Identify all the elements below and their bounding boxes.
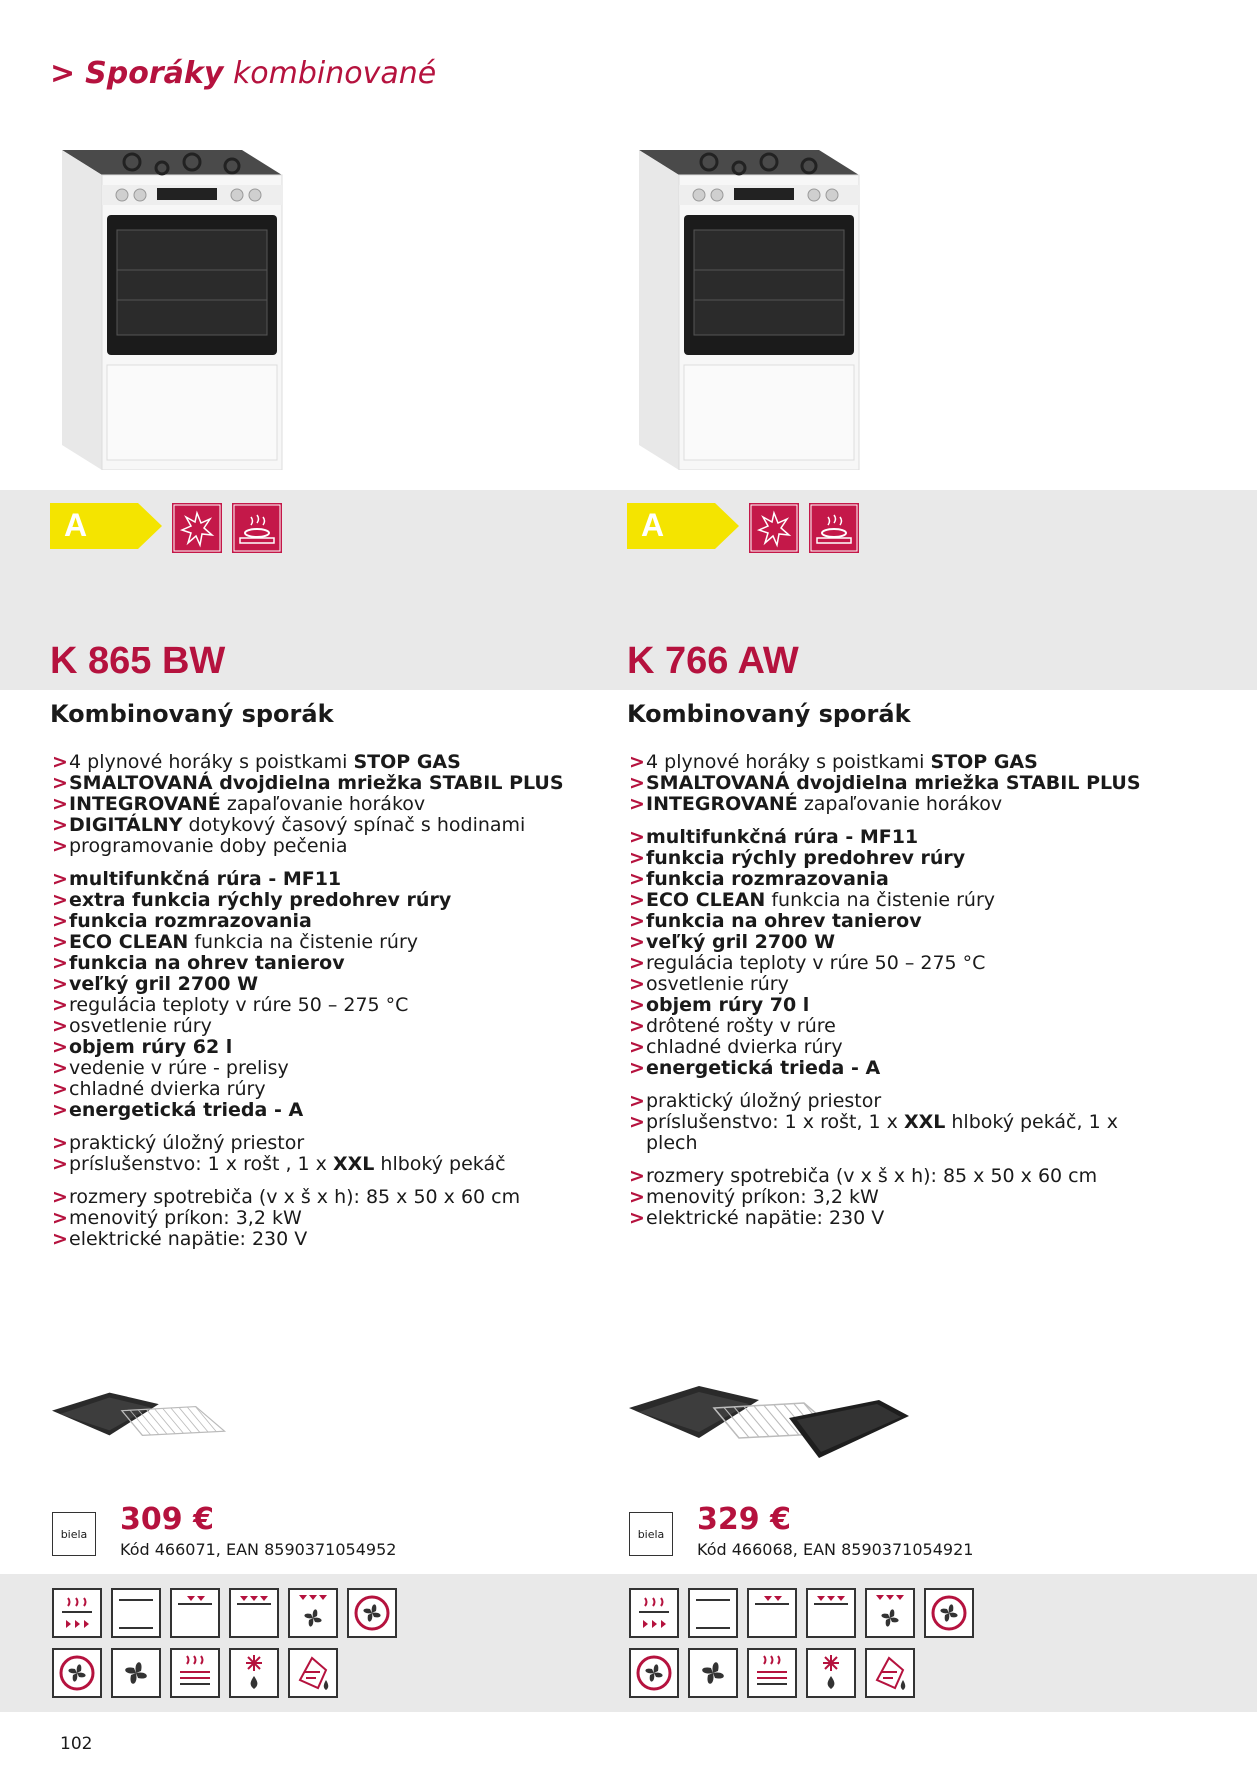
feature-bold: ECO CLEAN: [646, 889, 766, 911]
function-icons: [52, 1588, 412, 1708]
plate-warming-icon: [747, 1648, 797, 1698]
feature-text: elektrické napätie: 230 V: [646, 1207, 885, 1229]
icon-row: [629, 1648, 989, 1698]
accessories-photo: [52, 1378, 282, 1468]
feature-text: dotykový časový spínač s hodinami: [182, 814, 526, 836]
feature-item: [52, 890, 572, 911]
product-subtitle: Kombinovaný sporák: [627, 700, 911, 728]
feature-item: [629, 1016, 1149, 1037]
feature-text: osvetlenie rúry: [646, 973, 789, 995]
eco-clean-icon: [288, 1648, 338, 1698]
accessories-photo: [629, 1378, 909, 1468]
feature-item: [629, 827, 1149, 848]
energy-class-label: A: [641, 507, 665, 543]
feature-text: programovanie doby pečenia: [69, 835, 348, 857]
top-heat-icon: [747, 1588, 797, 1638]
feature-text: chladné dvierka rúry: [646, 1036, 843, 1058]
color-variant: biela: [52, 1512, 96, 1556]
feature-text: regulácia teploty v rúre 50 – 275 °C: [69, 994, 409, 1016]
feature-group: [629, 1091, 1149, 1154]
fan-icon: [688, 1648, 738, 1698]
feature-item: [52, 794, 572, 815]
feature-item: [52, 1058, 572, 1079]
feature-item: [629, 869, 1149, 890]
heading-bold: Sporáky: [85, 56, 224, 91]
feature-item: [629, 848, 1149, 869]
burner-icon: [809, 503, 859, 553]
hot-air-icon: [347, 1588, 397, 1638]
feature-item: [629, 890, 1149, 911]
fan-grill-icon: [288, 1588, 338, 1638]
icon-row: [629, 1588, 989, 1638]
feature-item: [52, 1229, 572, 1250]
feature-item: [52, 953, 572, 974]
feature-bold: funkcia rozmrazovania: [646, 868, 889, 890]
top-bottom-heat-icon: [52, 1588, 102, 1638]
feature-bold: multifunkčná rúra - MF11: [646, 826, 919, 848]
heading-light: kombinované: [232, 56, 437, 91]
fan-ring-icon: [629, 1648, 679, 1698]
bottom-heat-icon: [111, 1588, 161, 1638]
feature-item: [629, 995, 1149, 1016]
feature-bold: ECO CLEAN: [69, 931, 189, 953]
feature-bold: funkcia rýchly predohrev rúry: [646, 847, 966, 869]
price: 309 €: [120, 1502, 214, 1537]
feature-group: [629, 1166, 1149, 1229]
feature-item: [52, 995, 572, 1016]
price: 329 €: [697, 1502, 791, 1537]
feature-item: [52, 1208, 572, 1229]
feature-bold: INTEGROVANÉ: [69, 793, 221, 815]
feature-bold: objem rúry 70 l: [646, 994, 810, 1016]
top-heat-icon: [170, 1588, 220, 1638]
burner-icon: [232, 503, 282, 553]
page-number: 102: [60, 1734, 93, 1754]
feature-bold: objem rúry 62 l: [69, 1036, 233, 1058]
feature-item: [52, 932, 572, 953]
feature-item: [52, 1133, 572, 1154]
feature-bold: energetická trieda - A: [69, 1099, 304, 1121]
feature-item: [52, 911, 572, 932]
feature-text: vedenie v rúre - prelisy: [69, 1057, 289, 1079]
grill-icon: [229, 1588, 279, 1638]
feature-bold: STOP GAS: [353, 751, 461, 773]
feature-text: hlboký pekáč, 1 x plech: [646, 1111, 1118, 1154]
feature-bold: SMALTOVANÁ dvojdielna mriežka STABIL PLUS: [646, 772, 1141, 794]
feature-item: [629, 1166, 1149, 1187]
feature-item: [629, 1112, 1149, 1154]
product-model: K 865 BW: [50, 640, 226, 682]
feature-item: [52, 1037, 572, 1058]
feature-item: [629, 932, 1149, 953]
feature-item: [52, 1187, 572, 1208]
feature-item: [629, 974, 1149, 995]
feature-text: 4 plynové horáky s poistkami: [646, 751, 931, 773]
feature-text: menovitý príkon: 3,2 kW: [69, 1207, 302, 1229]
feature-bold: SMALTOVANÁ dvojdielna mriežka STABIL PLUS: [69, 772, 564, 794]
fan-grill-icon: [865, 1588, 915, 1638]
feature-group: [629, 752, 1149, 815]
feature-item: [52, 752, 572, 773]
stop-gas-icon: [749, 503, 799, 553]
feature-group: [52, 1133, 572, 1175]
feature-text: príslušenstvo: 1 x rošt , 1 x: [69, 1153, 333, 1175]
feature-text: praktický úložný priestor: [646, 1090, 882, 1112]
feature-bold: funkcia rozmrazovania: [69, 910, 312, 932]
feature-item: [629, 752, 1149, 773]
feature-text: funkcia na čistenie rúry: [765, 889, 995, 911]
fan-icon: [111, 1648, 161, 1698]
feature-group: [52, 752, 572, 857]
stove-photo: [52, 130, 292, 470]
feature-bold: funkcia na ohrev tanierov: [69, 952, 345, 974]
feature-item: [52, 773, 572, 794]
feature-item: [629, 1037, 1149, 1058]
stop-gas-icon: [172, 503, 222, 553]
product-model: K 766 AW: [627, 640, 799, 682]
defrost-icon: [229, 1648, 279, 1698]
feature-bold: funkcia na ohrev tanierov: [646, 910, 922, 932]
feature-text: osvetlenie rúry: [69, 1015, 212, 1037]
feature-item: [52, 836, 572, 857]
feature-item: [52, 974, 572, 995]
icon-row: [52, 1648, 412, 1698]
feature-text: funkcia na čistenie rúry: [188, 931, 418, 953]
feature-bold: STOP GAS: [930, 751, 1038, 773]
feature-text: elektrické napätie: 230 V: [69, 1228, 308, 1250]
chevron-right-icon: >: [50, 56, 76, 91]
feature-bold: XXL: [332, 1153, 375, 1175]
feature-item: [629, 794, 1149, 815]
hot-air-icon: [924, 1588, 974, 1638]
feature-item: [629, 1208, 1149, 1229]
product-code: Kód 466071, EAN 8590371054952: [120, 1540, 397, 1559]
fan-ring-icon: [52, 1648, 102, 1698]
feature-text: hlboký pekáč: [374, 1153, 506, 1175]
feature-item: [629, 1091, 1149, 1112]
feature-group: [52, 1187, 572, 1250]
feature-text: rozmery spotrebiča (v x š x h): 85 x 50 x 60 cm: [646, 1165, 1098, 1187]
product-code: Kód 466068, EAN 8590371054921: [697, 1540, 974, 1559]
feature-item: [52, 1016, 572, 1037]
feature-text: praktický úložný priestor: [69, 1132, 305, 1154]
feature-bold: veľký gril 2700 W: [646, 931, 836, 953]
feature-item: [52, 1154, 572, 1175]
feature-bold: extra funkcia rýchly predohrev rúry: [69, 889, 452, 911]
feature-item: [52, 1100, 572, 1121]
feature-list: [52, 752, 572, 1262]
feature-item: [629, 953, 1149, 974]
function-icons: [629, 1588, 989, 1708]
feature-text: príslušenstvo: 1 x rošt, 1 x: [646, 1111, 904, 1133]
energy-class-label: A: [64, 507, 88, 543]
feature-bold: XXL: [903, 1111, 946, 1133]
color-variant: biela: [629, 1512, 673, 1556]
page-heading: [50, 56, 436, 91]
feature-item: [629, 773, 1149, 794]
feature-text: chladné dvierka rúry: [69, 1078, 266, 1100]
feature-item: [629, 1058, 1149, 1079]
feature-text: menovitý príkon: 3,2 kW: [646, 1186, 879, 1208]
plate-warming-icon: [170, 1648, 220, 1698]
feature-item: [629, 1187, 1149, 1208]
top-bottom-heat-icon: [629, 1588, 679, 1638]
feature-group: [52, 869, 572, 1121]
feature-list: [629, 752, 1149, 1241]
icon-row: [52, 1588, 412, 1638]
grill-icon: [806, 1588, 856, 1638]
feature-item: [52, 1079, 572, 1100]
feature-group: [629, 827, 1149, 1079]
feature-item: [52, 869, 572, 890]
feature-text: regulácia teploty v rúre 50 – 275 °C: [646, 952, 986, 974]
feature-text: zapaľovanie horákov: [797, 793, 1003, 815]
eco-clean-icon: [865, 1648, 915, 1698]
bottom-heat-icon: [688, 1588, 738, 1638]
defrost-icon: [806, 1648, 856, 1698]
feature-bold: DIGITÁLNY: [69, 814, 183, 836]
feature-text: 4 plynové horáky s poistkami: [69, 751, 354, 773]
feature-text: drôtené rošty v rúre: [646, 1015, 836, 1037]
feature-bold: INTEGROVANÉ: [646, 793, 798, 815]
feature-bold: energetická trieda - A: [646, 1057, 881, 1079]
feature-bold: multifunkčná rúra - MF11: [69, 868, 342, 890]
feature-text: rozmery spotrebiča (v x š x h): 85 x 50 x 60 cm: [69, 1186, 521, 1208]
feature-item: [629, 911, 1149, 932]
feature-text: zapaľovanie horákov: [220, 793, 426, 815]
stove-photo: [629, 130, 869, 470]
product-subtitle: Kombinovaný sporák: [50, 700, 334, 728]
feature-item: [52, 815, 572, 836]
feature-bold: veľký gril 2700 W: [69, 973, 259, 995]
